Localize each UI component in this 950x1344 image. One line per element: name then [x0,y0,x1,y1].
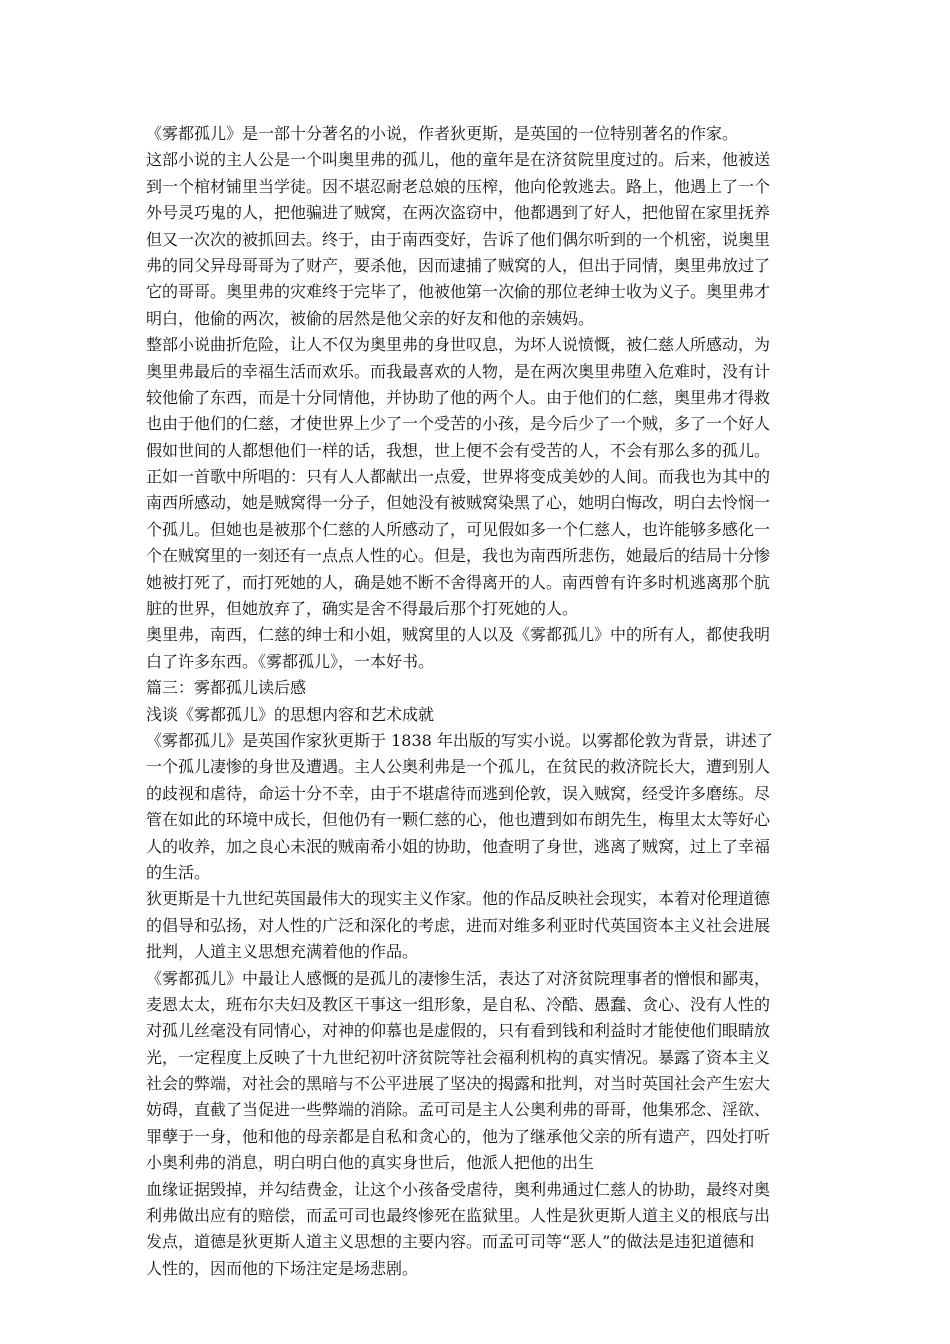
section-subtitle: 浅谈《雾都孤儿》的思想内容和艺术成就 [146,704,435,724]
text-line: 狄更斯是十九世纪英国最伟大的现实主义作家。他的作品反映社会现实，本着对伦理道德 [146,889,771,909]
text-line: 的歧视和虐待，命运十分不幸，由于不堪虐待而逃到伦敦，误入贼窝，经受许多磨练。尽 [146,783,771,803]
text-line: 脏的世界，但她放弃了，确实是舍不得最后那个打死她的人。 [146,599,579,619]
text-line: 她被打死了，而打死她的人，确是她不断不舍得离开的人。南西曾有许多时机逃离那个肮 [146,572,771,592]
text-line: 外号灵巧鬼的人，把他骗进了贼窝，在两次盗窃中，他都遇到了好人，把他留在家里抚养 [146,203,771,223]
text-line: 假如世间的人都想他们一样的话，我想，世上便不会有受苦的人，不会有那么多的孤儿。 [146,440,771,460]
text-line: 也由于他们的仁慈，才使世界上少了一个受苦的小孩，是今后少了一个贼，多了一个好人 [146,414,771,434]
text-line: 人的收养，加之良心未泯的贼南希小姐的协助，他查明了身世，逃离了贼窝，过上了幸福 [146,836,771,856]
text-line: 正如一首歌中所唱的：只有人人都献出一点爱，世界将变成美妙的人间。而我也为其中的 [146,467,771,487]
text-line: 利弗做出应有的赔偿，而孟可司也最终惨死在监狱里。人性是狄更斯人道主义的根底与出 [146,1206,771,1226]
text-line: 麦恩太太，班布尔夫妇及教区干事这一组形象，是自私、冷酷、愚蠢、贪心、没有人性的 [146,994,771,1014]
text-line: 这部小说的主人公是一个叫奥里弗的孤儿，他的童年是在济贫院里度过的。后来，他被送 [146,150,771,170]
text-line: 个孤儿。但她也是被那个仁慈的人所感动了，可见假如多一个仁慈人，也许能够多感化一 [146,519,771,539]
section-heading: 篇三：雾都孤儿读后感 [146,678,307,698]
text-line: 的倡导和弘扬，对人性的广泛和深化的考虑，进而对维多利亚时代英国资本主义社会进展 [146,915,771,935]
text-line: 社会的弊端，对社会的黑暗与不公平进展了坚决的揭露和批判，对当时英国社会产生宏大 [146,1074,771,1094]
text-line: 白了许多东西。《雾都孤儿》，一本好书。 [146,651,435,671]
text-line: 罪孽于一身，他和他的母亲都是自私和贪心的，他为了继承他父亲的所有遗产，四处打听 [146,1126,771,1146]
text-line: 个在贼窝里的一刻还有一点点人性的心。但是，我也为南西所悲伤，她最后的结局十分惨 [146,546,771,566]
text-line: 管在如此的环境中成长，但他仍有一颗仁慈的心，他也遭到如布朗先生，梅里太太等好心 [146,810,771,830]
text-line: 明白，他偷的两次，被偷的居然是他父亲的好友和他的亲姨妈。 [146,308,595,328]
text-line: 对孤儿丝毫没有同情心，对神的仰慕也是虚假的，只有看到钱和利益时才能使他们眼睛放 [146,1021,771,1041]
text-line: 奥里弗最后的幸福生活而欢乐。而我最喜欢的人物，是在两次奥里弗堕入危难时，没有计 [146,361,771,381]
text-line: 血缘证据毁掉，并勾结费金，让这个小孩备受虐待，奥利弗通过仁慈人的协助，最终对奥 [146,1179,771,1199]
text-line: 南西所感动，她是贼窝得一分子，但她没有被贼窝染黑了心，她明白悔改，明白去怜悯一 [146,493,771,513]
text-line: 发点，道德是狄更斯人道主义思想的主要内容。而孟可司等“恶人”的做法是违犯道德和 [146,1232,755,1252]
text-line: 奥里弗，南西，仁慈的绅士和小姐，贼窝里的人以及《雾都孤儿》中的所有人，都使我明 [146,625,771,645]
text-line: 人性的，因而他的下场注定是场悲剧。 [146,1258,419,1278]
text-line: 一个孤儿凄惨的身世及遭遇。主人公奥利弗是一个孤儿，在贫民的救济院长大，遭到别人 [146,757,771,777]
text-line: 到一个棺材铺里当学徒。因不堪忍耐老总娘的压榨，他向伦敦逃去。路上，他遇上了一个 [146,176,771,196]
text-line: 较他偷了东西，而是十分同情他，并协助了他的两个人。由于他们的仁慈，奥里弗才得救 [146,387,771,407]
text-line: 光，一定程度上反映了十九世纪初叶济贫院等社会福利机构的真实情况。暴露了资本主义 [146,1047,771,1067]
text-line: 它的哥哥。奥里弗的灾难终于完毕了，他被他第一次偷的那位老绅士收为义子。奥里弗才 [146,282,771,302]
text-line: 弗的同父异母哥哥为了财产，要杀他，因而逮捕了贼窝的人，但出于同情，奥里弗放过了 [146,255,771,275]
text-line: 批判，人道主义思想充满着他的作品。 [146,942,419,962]
text-line: 但又一次次的被抓回去。终于，由于南西变好，告诉了他们偶尔听到的一个机密，说奥里 [146,229,771,249]
text-line: 的生活。 [146,862,211,882]
text-line: 小奥利弗的消息，明白明白他的真实身世后，他派人把他的出生 [146,1153,595,1173]
text-line: 《雾都孤儿》中最让人感慨的是孤儿的凄惨生活，表达了对济贫院理事者的憎恨和鄙夷， [146,968,771,988]
text-line: 妨碍，直截了当促进一些弊端的消除。孟可司是主人公奥利弗的哥哥，他集邪念、淫欲、 [146,1100,771,1120]
document-body [146,121,814,1282]
text-line: 整部小说曲折危险，让人不仅为奥里弗的身世叹息，为坏人说愤慨，被仁慈人所感动，为 [146,335,771,355]
text-line: 《雾都孤儿》是英国作家狄更斯于 1838 年出版的写实小说。以雾都伦敦为背景，讲述了 [146,730,773,750]
text-line: 《雾都孤儿》是一部十分著名的小说，作者狄更斯，是英国的一位特别著名的作家。 [146,124,739,143]
